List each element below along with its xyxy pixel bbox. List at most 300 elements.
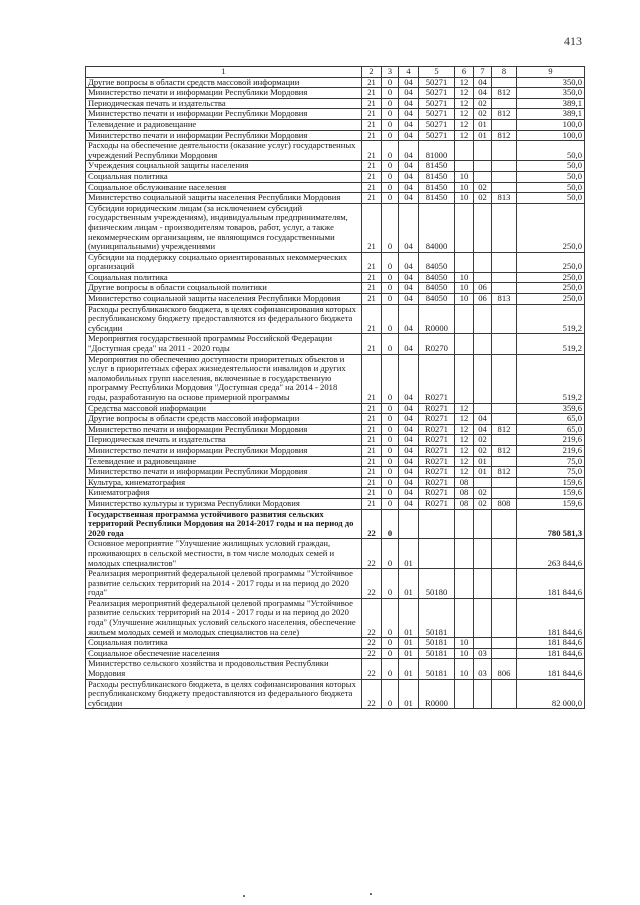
row-name-cell: Мероприятия по обеспечению доступности приоритетных объектов и услуг в приоритетных сферах жизнедеятельности инвалидов и других маломобильных групп населения, включенные в государственную программу Республики Мордовия "Доступная среда" на 2014 - 2018 годы, разработанную на основе примерной программы [86, 354, 362, 403]
sum-cell: 159,6 [517, 477, 585, 488]
row-name-cell: Министерство печати и информации Республики Мордовия [86, 445, 362, 456]
table-row [86, 569, 585, 599]
col6-cell: 08 [455, 498, 474, 509]
col6-cell: 12 [455, 414, 474, 425]
col3-cell: 0 [382, 403, 399, 414]
col3-cell: 0 [382, 252, 399, 272]
sum-cell: 219,6 [517, 445, 585, 456]
row-name-cell: Государственная программа устойчивого развития сельских территорий Республики Мордовия на 2014-2017 годы и на период до 2020 года [86, 509, 362, 539]
col5-cell: 50181 [419, 659, 455, 679]
sum-cell: 50,0 [517, 193, 585, 204]
col3-cell: 0 [382, 182, 399, 193]
col8-cell: 812 [492, 130, 517, 141]
header-cell: 4 [399, 67, 419, 78]
col5-cell [419, 539, 455, 569]
sum-cell: 181 844,6 [517, 659, 585, 679]
col5-cell: R0270 [419, 334, 455, 354]
col8-cell [492, 456, 517, 467]
col8-cell [492, 334, 517, 354]
sum-cell: 780 581,3 [517, 509, 585, 539]
sum-cell: 250,0 [517, 294, 585, 305]
sum-cell: 82 000,0 [517, 679, 585, 709]
table-row [86, 648, 585, 659]
sum-cell: 250,0 [517, 203, 585, 252]
row-name-cell: Социальная политика [86, 638, 362, 649]
sum-cell: 263 844,6 [517, 539, 585, 569]
col7-cell: 04 [474, 424, 492, 435]
col2-cell: 21 [362, 109, 382, 120]
col5-cell: 50271 [419, 77, 455, 88]
col2-cell: 22 [362, 638, 382, 649]
table-row [86, 539, 585, 569]
table-row [86, 403, 585, 414]
col6-cell: 12 [455, 77, 474, 88]
col3-cell: 0 [382, 648, 399, 659]
col6-cell: 12 [455, 467, 474, 478]
page-number: 413 [564, 34, 582, 48]
col5-cell: 50271 [419, 109, 455, 120]
row-name-cell: Социальное обеспечение населения [86, 648, 362, 659]
col5-cell: R0271 [419, 424, 455, 435]
col5-cell: 50271 [419, 130, 455, 141]
col5-cell: 84050 [419, 272, 455, 283]
table-row [86, 77, 585, 88]
row-name-cell: Средства массовой информации [86, 403, 362, 414]
col2-cell: 21 [362, 119, 382, 130]
col4-cell: 04 [399, 130, 419, 141]
col4-cell: 04 [399, 109, 419, 120]
table-row [86, 161, 585, 172]
sum-cell: 50,0 [517, 161, 585, 172]
col8-cell [492, 414, 517, 425]
col7-cell [474, 569, 492, 599]
col2-cell: 22 [362, 659, 382, 679]
col5-cell: 81450 [419, 161, 455, 172]
col8-cell [492, 203, 517, 252]
col7-cell [474, 679, 492, 709]
col6-cell: 10 [455, 171, 474, 182]
sum-cell: 519,2 [517, 304, 585, 334]
col4-cell: 04 [399, 193, 419, 204]
col3-cell: 0 [382, 424, 399, 435]
col4-cell: 04 [399, 283, 419, 294]
row-name-cell: Кинематография [86, 488, 362, 499]
table-row [86, 88, 585, 99]
col8-cell [492, 77, 517, 88]
col8-cell [492, 509, 517, 539]
col4-cell: 01 [399, 648, 419, 659]
scan-speck [243, 895, 245, 897]
table-row [86, 445, 585, 456]
col8-cell: 812 [492, 109, 517, 120]
col4-cell: 04 [399, 456, 419, 467]
col4-cell: 04 [399, 354, 419, 403]
row-name-cell: Культура, кинематография [86, 477, 362, 488]
table-row [86, 283, 585, 294]
col2-cell: 21 [362, 141, 382, 161]
col4-cell: 04 [399, 403, 419, 414]
col2-cell: 21 [362, 193, 382, 204]
table-row [86, 488, 585, 499]
col2-cell: 21 [362, 304, 382, 334]
header-cell: 3 [382, 67, 399, 78]
col7-cell [474, 141, 492, 161]
col8-cell [492, 98, 517, 109]
col2-cell: 22 [362, 569, 382, 599]
col5-cell: 84000 [419, 203, 455, 252]
table-row [86, 203, 585, 252]
col4-cell: 04 [399, 488, 419, 499]
col8-cell [492, 569, 517, 599]
sum-cell: 65,0 [517, 424, 585, 435]
col8-cell [492, 141, 517, 161]
col6-cell: 12 [455, 424, 474, 435]
col5-cell: R0271 [419, 435, 455, 446]
col4-cell: 04 [399, 334, 419, 354]
col7-cell: 02 [474, 488, 492, 499]
col2-cell: 21 [362, 403, 382, 414]
col6-cell [455, 354, 474, 403]
table-header-row [86, 67, 585, 78]
col6-cell: 12 [455, 98, 474, 109]
col8-cell: 813 [492, 193, 517, 204]
table-row [86, 498, 585, 509]
table-row [86, 109, 585, 120]
row-name-cell: Мероприятия государственной программы Российской Федерации "Доступная среда" на 2011 - 2020 годы [86, 334, 362, 354]
col8-cell [492, 403, 517, 414]
header-cell: 2 [362, 67, 382, 78]
row-name-cell: Другие вопросы в области средств массовой информации [86, 414, 362, 425]
col6-cell [455, 141, 474, 161]
header-cell: 1 [86, 67, 362, 78]
sum-cell: 100,0 [517, 119, 585, 130]
col4-cell: 01 [399, 569, 419, 599]
col6-cell: 10 [455, 193, 474, 204]
col6-cell: 10 [455, 648, 474, 659]
col3-cell: 0 [382, 445, 399, 456]
col8-cell [492, 283, 517, 294]
col8-cell: 812 [492, 424, 517, 435]
col7-cell [474, 161, 492, 172]
table-row [86, 477, 585, 488]
row-name-cell: Министерство печати и информации Республики Мордовия [86, 88, 362, 99]
sum-cell: 519,2 [517, 334, 585, 354]
col6-cell [455, 203, 474, 252]
row-name-cell: Социальная политика [86, 171, 362, 182]
col3-cell: 0 [382, 272, 399, 283]
row-name-cell: Министерство печати и информации Республики Мордовия [86, 130, 362, 141]
col6-cell [455, 509, 474, 539]
col5-cell: 81450 [419, 182, 455, 193]
col7-cell: 03 [474, 659, 492, 679]
col5-cell: R0000 [419, 679, 455, 709]
col3-cell: 0 [382, 304, 399, 334]
table-row [86, 294, 585, 305]
col3-cell: 0 [382, 161, 399, 172]
row-name-cell: Субсидии юридическим лицам (за исключением субсидий государственным учреждениям), индивидуальным предпринимателям, физическим лицам - производителям товаров, работ, услуг, а также некоммерческим организациям, не являющимся государственными (муниципальными) учреждениями [86, 203, 362, 252]
col4-cell: 01 [399, 598, 419, 637]
col4-cell: 04 [399, 304, 419, 334]
scan-speck [370, 893, 372, 895]
col7-cell [474, 477, 492, 488]
row-name-cell: Министерство печати и информации Республики Мордовия [86, 424, 362, 435]
col6-cell: 10 [455, 283, 474, 294]
col4-cell: 01 [399, 679, 419, 709]
row-name-cell: Другие вопросы в области средств массовой информации [86, 77, 362, 88]
col4-cell: 04 [399, 119, 419, 130]
col3-cell: 0 [382, 456, 399, 467]
col3-cell: 0 [382, 598, 399, 637]
table-row [86, 98, 585, 109]
col8-cell [492, 488, 517, 499]
col4-cell: 04 [399, 477, 419, 488]
col7-cell: 02 [474, 445, 492, 456]
col5-cell: 84050 [419, 252, 455, 272]
col3-cell: 0 [382, 569, 399, 599]
col7-cell: 02 [474, 193, 492, 204]
col8-cell [492, 182, 517, 193]
sum-cell: 181 844,6 [517, 648, 585, 659]
col6-cell [455, 679, 474, 709]
row-name-cell: Расходы республиканского бюджета, в целях софинансирования которых республиканскому бюджету предоставляются из федерального бюджета субсидии [86, 304, 362, 334]
col3-cell: 0 [382, 141, 399, 161]
col7-cell: 06 [474, 283, 492, 294]
sum-cell: 75,0 [517, 456, 585, 467]
col2-cell: 22 [362, 598, 382, 637]
col4-cell: 04 [399, 445, 419, 456]
sum-cell: 519,2 [517, 354, 585, 403]
row-name-cell: Реализация мероприятий федеральной целевой программы "Устойчивое развитие сельских территорий на 2014 - 2017 годы и на период до 2020 года" (Улучшение жилищных условий сельского населения, обеспечение жильем молодых семей и молодых специалистов на селе) [86, 598, 362, 637]
col4-cell: 04 [399, 294, 419, 305]
row-name-cell: Социальная политика [86, 272, 362, 283]
col5-cell: 81000 [419, 141, 455, 161]
col8-cell [492, 161, 517, 172]
table-row [86, 182, 585, 193]
col3-cell: 0 [382, 109, 399, 120]
col6-cell: 12 [455, 88, 474, 99]
col4-cell: 04 [399, 141, 419, 161]
col5-cell: R0271 [419, 354, 455, 403]
col2-cell: 21 [362, 98, 382, 109]
row-name-cell: Учреждения социальной защиты населения [86, 161, 362, 172]
sum-cell: 389,1 [517, 98, 585, 109]
col7-cell: 02 [474, 498, 492, 509]
col5-cell: 84050 [419, 283, 455, 294]
col8-cell [492, 252, 517, 272]
col2-cell: 21 [362, 283, 382, 294]
col2-cell: 22 [362, 648, 382, 659]
table-row [86, 272, 585, 283]
table-row [86, 679, 585, 709]
col3-cell: 0 [382, 488, 399, 499]
col8-cell [492, 171, 517, 182]
col6-cell: 12 [455, 435, 474, 446]
col2-cell: 21 [362, 272, 382, 283]
col4-cell: 04 [399, 98, 419, 109]
col3-cell: 0 [382, 334, 399, 354]
header-cell: 6 [455, 67, 474, 78]
col2-cell: 21 [362, 88, 382, 99]
header-cell: 5 [419, 67, 455, 78]
col3-cell: 0 [382, 88, 399, 99]
col2-cell: 21 [362, 498, 382, 509]
row-name-cell: Министерство печати и информации Республики Мордовия [86, 109, 362, 120]
table-row [86, 638, 585, 649]
col6-cell: 10 [455, 294, 474, 305]
col2-cell: 21 [362, 171, 382, 182]
budget-table [85, 66, 585, 709]
col2-cell: 22 [362, 679, 382, 709]
col4-cell: 04 [399, 272, 419, 283]
col8-cell [492, 679, 517, 709]
col2-cell: 21 [362, 456, 382, 467]
col5-cell [419, 509, 455, 539]
col3-cell: 0 [382, 498, 399, 509]
col8-cell: 812 [492, 88, 517, 99]
col2-cell: 21 [362, 445, 382, 456]
col4-cell: 01 [399, 659, 419, 679]
col3-cell: 0 [382, 119, 399, 130]
col6-cell: 08 [455, 488, 474, 499]
header-cell: 8 [492, 67, 517, 78]
col2-cell: 21 [362, 161, 382, 172]
col3-cell: 0 [382, 203, 399, 252]
row-name-cell: Социальное обслуживание населения [86, 182, 362, 193]
row-name-cell: Министерство социальной защиты населения Республики Мордовия [86, 193, 362, 204]
col7-cell: 01 [474, 467, 492, 478]
col6-cell [455, 161, 474, 172]
col7-cell: 03 [474, 648, 492, 659]
col5-cell: R0271 [419, 403, 455, 414]
col3-cell: 0 [382, 294, 399, 305]
table-row [86, 252, 585, 272]
col6-cell: 12 [455, 109, 474, 120]
col4-cell: 04 [399, 435, 419, 446]
col2-cell: 21 [362, 252, 382, 272]
sum-cell: 181 844,6 [517, 598, 585, 637]
col4-cell: 01 [399, 638, 419, 649]
col8-cell [492, 272, 517, 283]
row-name-cell: Основное мероприятие "Улучшение жилищных условий граждан, проживающих в сельской местности, в том числе молодых семей и молодых специалистов" [86, 539, 362, 569]
col4-cell: 01 [399, 539, 419, 569]
col3-cell: 0 [382, 98, 399, 109]
sum-cell: 50,0 [517, 171, 585, 182]
table-row [86, 467, 585, 478]
table-row [86, 334, 585, 354]
col2-cell: 21 [362, 435, 382, 446]
col8-cell: 808 [492, 498, 517, 509]
col2-cell: 21 [362, 130, 382, 141]
col4-cell: 04 [399, 498, 419, 509]
col4-cell: 04 [399, 171, 419, 182]
col8-cell [492, 648, 517, 659]
row-name-cell: Расходы республиканского бюджета, в целях софинансирования которых республиканскому бюджету предоставляются из федерального бюджета субсидии [86, 679, 362, 709]
col8-cell [492, 638, 517, 649]
col5-cell: 84050 [419, 294, 455, 305]
col2-cell: 21 [362, 424, 382, 435]
col6-cell: 10 [455, 659, 474, 679]
col3-cell: 0 [382, 77, 399, 88]
col7-cell: 02 [474, 435, 492, 446]
sum-cell: 389,1 [517, 109, 585, 120]
row-name-cell: Периодическая печать и издательства [86, 435, 362, 446]
col4-cell: 04 [399, 424, 419, 435]
col7-cell: 01 [474, 119, 492, 130]
col3-cell: 0 [382, 193, 399, 204]
col2-cell: 21 [362, 354, 382, 403]
col2-cell: 21 [362, 77, 382, 88]
col7-cell: 02 [474, 109, 492, 120]
col8-cell [492, 598, 517, 637]
table-body [86, 67, 585, 709]
table-row [86, 435, 585, 446]
row-name-cell: Министерство культуры и туризма Республики Мордовия [86, 498, 362, 509]
table-row [86, 659, 585, 679]
col3-cell: 0 [382, 509, 399, 539]
row-name-cell: Реализация мероприятий федеральной целевой программы "Устойчивое развитие сельских территорий на 2014 - 2017 годы и на период до 2020 года" [86, 569, 362, 599]
col7-cell [474, 403, 492, 414]
sum-cell: 50,0 [517, 141, 585, 161]
sum-cell: 50,0 [517, 182, 585, 193]
header-cell: 9 [517, 67, 585, 78]
sum-cell: 159,6 [517, 498, 585, 509]
col5-cell: 81450 [419, 171, 455, 182]
col7-cell: 01 [474, 130, 492, 141]
col4-cell: 04 [399, 414, 419, 425]
col7-cell [474, 252, 492, 272]
col3-cell: 0 [382, 659, 399, 679]
col6-cell: 10 [455, 182, 474, 193]
col2-cell: 21 [362, 477, 382, 488]
table-row [86, 119, 585, 130]
sum-cell: 219,6 [517, 435, 585, 446]
col3-cell: 0 [382, 539, 399, 569]
col3-cell: 0 [382, 477, 399, 488]
table-row [86, 171, 585, 182]
col8-cell: 806 [492, 659, 517, 679]
col3-cell: 0 [382, 283, 399, 294]
col4-cell: 04 [399, 77, 419, 88]
row-name-cell: Периодическая печать и издательства [86, 98, 362, 109]
col4-cell: 04 [399, 182, 419, 193]
col7-cell: 04 [474, 88, 492, 99]
col3-cell: 0 [382, 171, 399, 182]
col7-cell [474, 272, 492, 283]
table-row [86, 141, 585, 161]
col3-cell: 0 [382, 354, 399, 403]
table-row [86, 354, 585, 403]
row-name-cell: Министерство печати и информации Республики Мордовия [86, 467, 362, 478]
col7-cell [474, 509, 492, 539]
col7-cell [474, 539, 492, 569]
col6-cell [455, 569, 474, 599]
table-row [86, 193, 585, 204]
col2-cell: 21 [362, 414, 382, 425]
col3-cell: 0 [382, 467, 399, 478]
col6-cell [455, 252, 474, 272]
col4-cell: 04 [399, 467, 419, 478]
col3-cell: 0 [382, 679, 399, 709]
col4-cell [399, 509, 419, 539]
col5-cell: R0271 [419, 488, 455, 499]
col6-cell: 10 [455, 638, 474, 649]
sum-cell: 159,6 [517, 488, 585, 499]
col7-cell [474, 304, 492, 334]
col7-cell: 02 [474, 98, 492, 109]
row-name-cell: Телевидение и радиовещание [86, 119, 362, 130]
col3-cell: 0 [382, 435, 399, 446]
col4-cell: 04 [399, 252, 419, 272]
